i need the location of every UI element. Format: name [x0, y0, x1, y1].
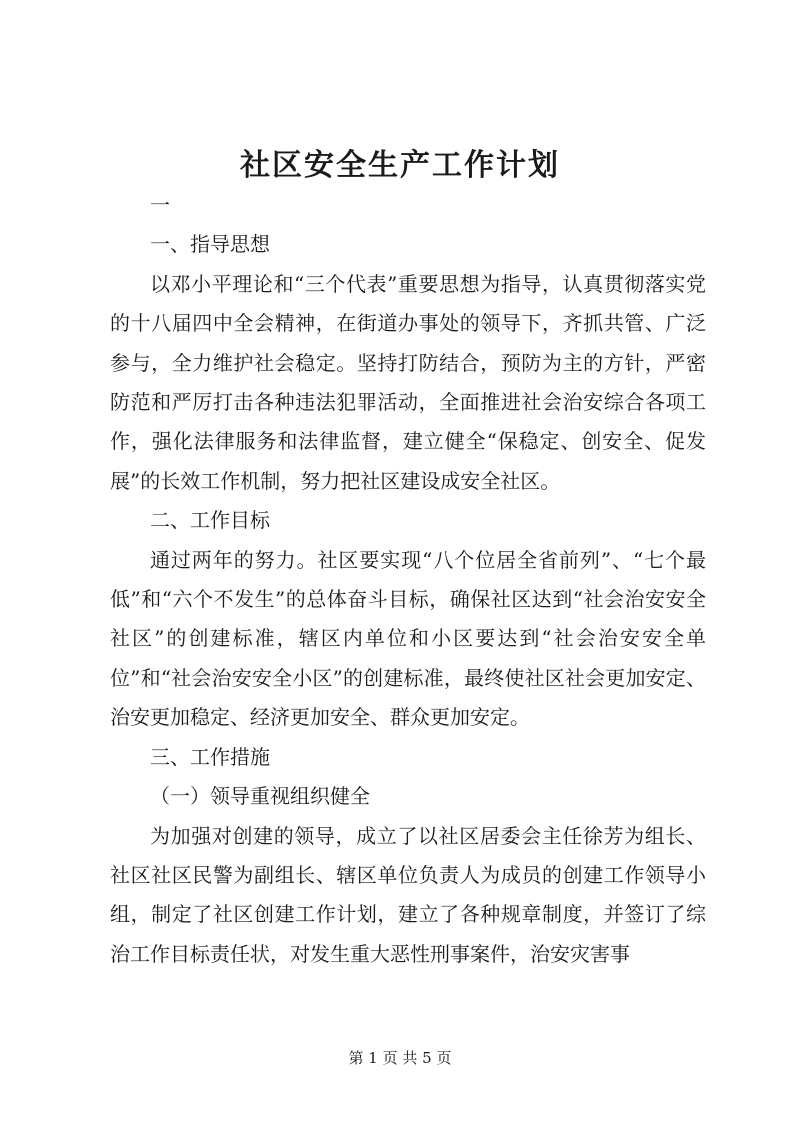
heading-work-measures: 三、工作措施: [150, 744, 270, 769]
document-title: 社区安全生产工作计划: [240, 148, 560, 183]
paragraph-work-goals: 通过两年的努力。社区要实现“八个位居全省前列”、“七个最低”和“六个不发生”的总体奋斗目标，确保社区达到“社会治安安全社区”的创建标准，辖区内单位和小区要达到“社会治安安全单位”和“社会治安安全小区”的创建标准，最终使社区社会更加安定、治安更加稳定、经济更加安全、群众更加安定。: [110, 547, 706, 730]
heading-guiding-ideology: 一、指导思想: [150, 232, 270, 257]
paragraph-guiding-ideology: 以邓小平理论和“三个代表”重要思想为指导，认真贯彻落实党的十八届四中全会精神，在街道办事处的领导下，齐抓共管、广泛参与，全力维护社会稳定。坚持打防结合，预防为主的方针，严密防范和严厉打击各种违法犯罪活动，全面推进社会治安综合各项工作，强化法律服务和法律监督，建立健全“保稳定、创安全、促发展”的长效工作机制，努力把社区建设成安全社区。: [110, 271, 706, 493]
document-body: [110, 186, 706, 974]
section-marker: 一: [150, 193, 170, 217]
heading-work-goals: 二、工作目标: [150, 508, 270, 533]
paragraph-leadership: 为加强对创建的领导，成立了以社区居委会主任徐芳为组长、社区社区民警为副组长、辖区单位负责人为成员的创建工作领导小组，制定了社区创建工作计划，建立了各种规章制度，并签订了综治工作目标责任状，对发生重大恶性刑事案件，治安灾害事: [110, 823, 706, 966]
subheading-leadership: （一）领导重视组织健全: [150, 784, 370, 809]
page-footer: 第 1 页 共 5 页: [348, 1049, 452, 1067]
